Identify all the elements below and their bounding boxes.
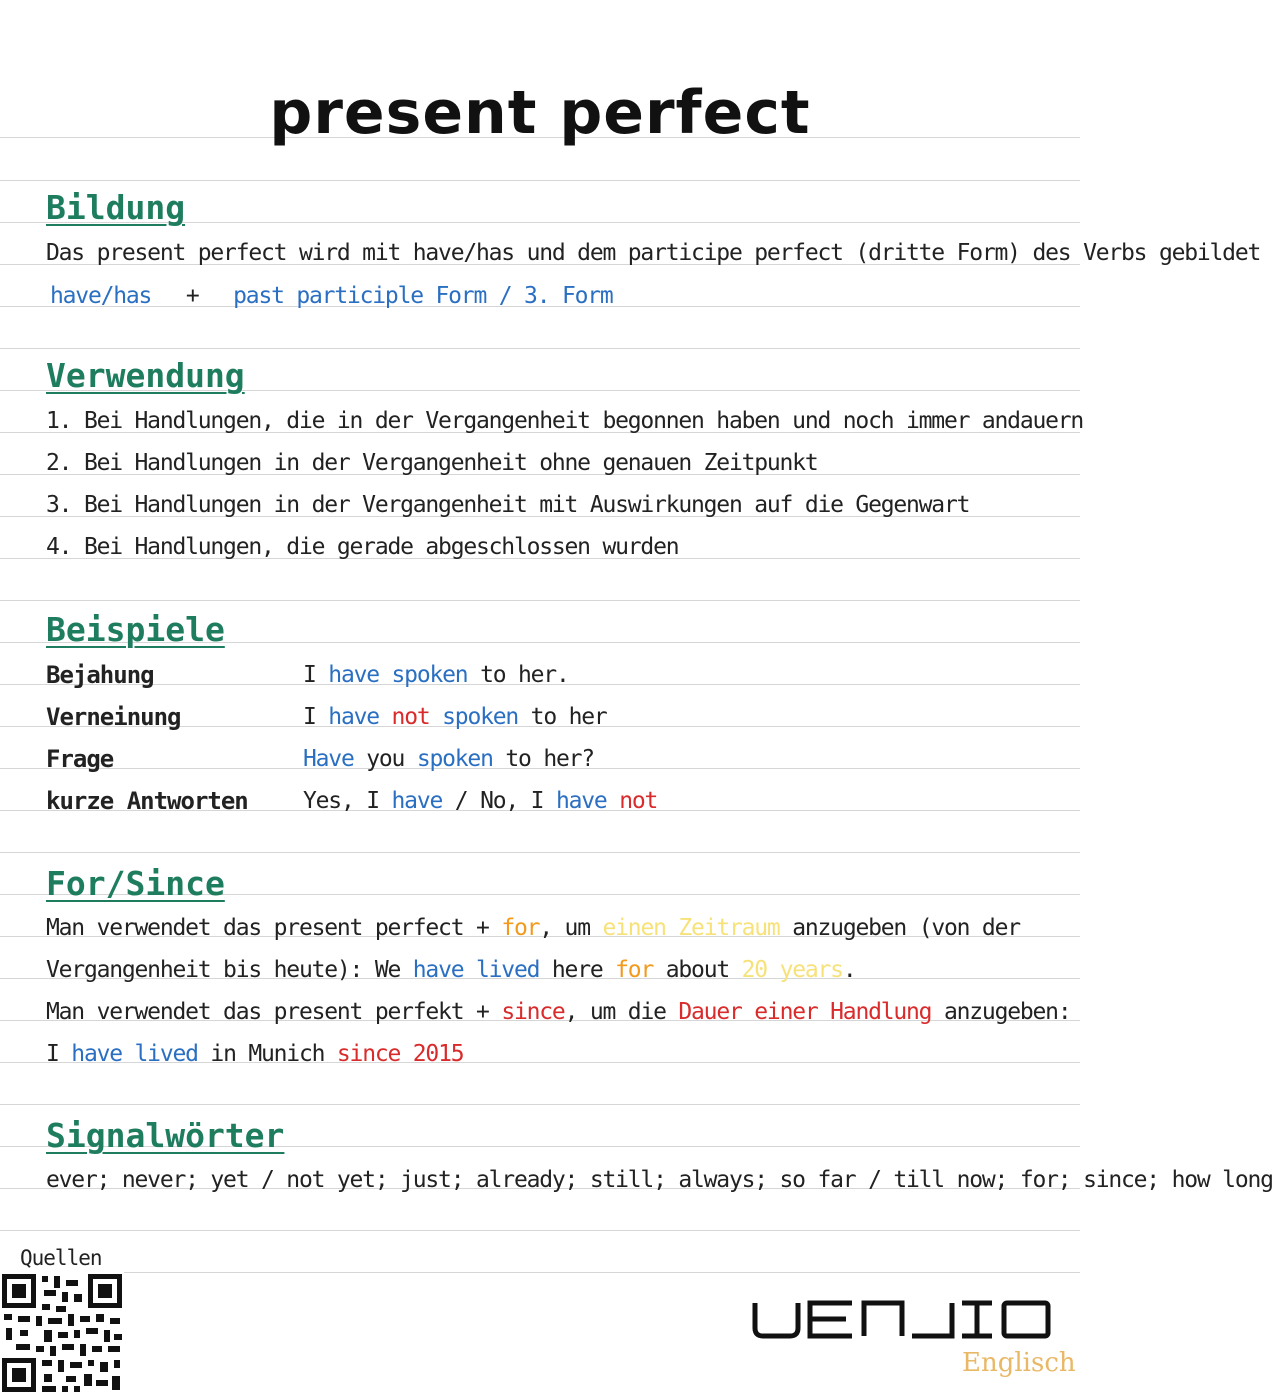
text: anzugeben (von der: [779, 915, 1020, 941]
text: anzugeben:: [931, 999, 1071, 1025]
forsince-line-1: [46, 915, 1020, 941]
heading-signalwoerter: Signalwörter: [46, 1116, 285, 1155]
ruled-line: [0, 180, 1080, 181]
page-title: present perfect: [269, 78, 811, 148]
forsince-line-3: [46, 999, 1070, 1025]
ex-part: I: [303, 704, 329, 730]
ex-part: have: [391, 788, 443, 814]
example-bejahung: [303, 662, 569, 688]
ex-part: Yes, I: [303, 788, 392, 814]
ex-part: have spoken: [328, 662, 468, 688]
ex-part: have: [555, 788, 607, 814]
ex-part: not: [606, 788, 658, 814]
heading-bildung: Bildung: [46, 188, 186, 227]
ruled-line: [0, 1104, 1080, 1105]
qr-code-icon[interactable]: [0, 1272, 124, 1394]
formula-have-has: have/has: [50, 283, 152, 309]
text: for: [615, 957, 654, 983]
text: since 2015: [336, 1041, 464, 1067]
text: einen Zeitraum: [602, 915, 780, 941]
example-kurze-antworten: [303, 788, 657, 814]
text: for: [501, 915, 540, 941]
ruled-line: [0, 1230, 1080, 1231]
sources-label: Quellen: [20, 1246, 102, 1270]
formula-plus: +: [185, 283, 199, 309]
text: about: [653, 957, 742, 983]
text: have lived: [71, 1041, 198, 1067]
verwendung-item: 4. Bei Handlungen, die gerade abgeschlossen wurden: [46, 534, 679, 560]
bildung-description: Das present perfect wird mit have/has und dem participe perfect (dritte Form) des Verbs gebildet: [46, 240, 1261, 266]
text: , um die: [564, 999, 679, 1025]
text: .: [842, 957, 856, 983]
example-label-kurze-antworten: kurze Antworten: [46, 787, 248, 815]
text: since: [501, 999, 565, 1025]
ex-part: Have: [303, 746, 354, 772]
ruled-line: [0, 600, 1080, 601]
text: Dauer einer Handlung: [678, 999, 932, 1025]
venjio-logo: [752, 1300, 1052, 1340]
ex-part: to her: [518, 704, 607, 730]
text: 20 years: [741, 957, 843, 983]
ex-part: spoken: [429, 704, 519, 730]
ex-part: I: [303, 662, 329, 688]
ruled-line: [0, 852, 1080, 853]
example-label-bejahung: Bejahung: [46, 661, 154, 689]
forsince-line-4: [46, 1041, 463, 1067]
example-frage: [303, 746, 594, 772]
example-label-frage: Frage: [46, 745, 114, 773]
ruled-line: [0, 348, 1080, 349]
ex-part: not: [391, 704, 430, 730]
verwendung-item: 2. Bei Handlungen in der Vergangenheit ohne genauen Zeitpunkt: [46, 450, 818, 476]
example-label-verneinung: Verneinung: [46, 703, 181, 731]
ex-part: to her.: [467, 662, 569, 688]
ex-part: you: [353, 746, 417, 772]
ex-part: spoken: [416, 746, 493, 772]
text: Man verwendet das present perfect +: [46, 915, 502, 941]
verwendung-item: 3. Bei Handlungen in der Vergangenheit mit Auswirkungen auf die Gegenwart: [46, 492, 970, 518]
text: here: [539, 957, 616, 983]
text: , um: [539, 915, 603, 941]
ex-part: / No, I: [442, 788, 556, 814]
verwendung-item: 1. Bei Handlungen, die in der Vergangenheit begonnen haben und noch immer andauern: [46, 408, 1084, 434]
text: have lived: [412, 957, 540, 983]
example-verneinung: [303, 704, 607, 730]
ex-part: to her?: [492, 746, 594, 772]
ruled-line: [0, 1272, 1080, 1273]
brand-subtitle: Englisch: [962, 1348, 1076, 1378]
heading-beispiele: Beispiele: [46, 610, 225, 649]
text: Man verwendet das present perfekt +: [46, 999, 502, 1025]
signalwoerter-list: ever; never; yet / not yet; just; already; still; always; so far / till now; for; since; how long: [46, 1167, 1273, 1193]
text: I: [46, 1041, 72, 1067]
heading-verwendung: Verwendung: [46, 356, 245, 395]
bildung-formula: [50, 283, 613, 309]
forsince-line-2: [46, 957, 855, 983]
heading-for-since: For/Since: [46, 864, 225, 903]
text: Vergangenheit bis heute): We: [46, 957, 413, 983]
text: in Munich: [197, 1041, 337, 1067]
formula-participle: past participle Form / 3. Form: [233, 283, 613, 309]
ex-part: have: [328, 704, 392, 730]
